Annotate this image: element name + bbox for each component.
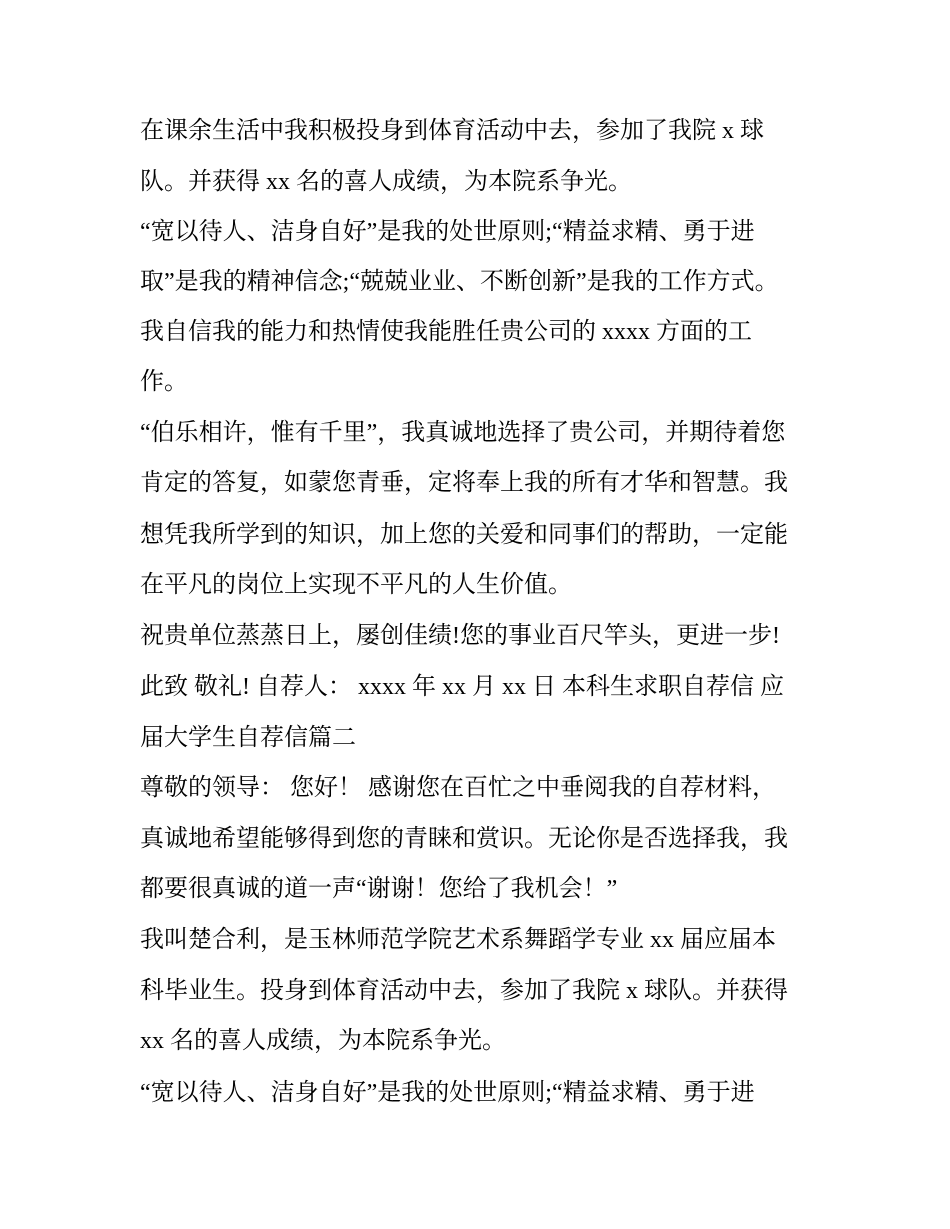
text-line: 科毕业生。投身到体育活动中去，参加了我院 x 球队。并获得	[140, 978, 788, 1004]
text-line: 在课余生活中我积极投身到体育活动中去，参加了我院 x 球	[140, 118, 764, 144]
text-line: 肯定的答复，如蒙您青垂，定将奉上我的所有才华和智慧。我	[140, 470, 788, 496]
text-line: 取”是我的精神信念;“兢兢业业、不断创新”是我的工作方式。	[140, 269, 779, 295]
text-line: “伯乐相许，惟有千里”，我真诚地选择了贵公司，并期待着您	[140, 420, 786, 446]
text-line: xx 名的喜人成绩，为本院系争光。	[140, 1028, 506, 1054]
text-line: 此致 敬礼! 自荐人： xxxx 年 xx 月 xx 日 本科生求职自荐信 应	[140, 674, 784, 700]
text-line: “宽以待人、洁身自好”是我的处世原则;“精益求精、勇于进	[140, 219, 755, 245]
text-line: 想凭我所学到的知识，加上您的关爱和同事们的帮助，一定能	[140, 522, 788, 548]
text-line: 我叫楚合利，是玉林师范学院艺术系舞蹈学专业 xx 届应届本	[140, 927, 776, 953]
text-line: 祝贵单位蒸蒸日上，屡创佳绩!您的事业百尺竿头，更进一步!	[140, 623, 780, 649]
text-line: “宽以待人、洁身自好”是我的处世原则;“精益求精、勇于进	[140, 1080, 755, 1106]
text-line: 在平凡的岗位上实现不平凡的人生价值。	[140, 572, 572, 598]
text-line: 真诚地希望能够得到您的青睐和赏识。无论你是否选择我，我	[140, 826, 788, 852]
text-line: 都要很真诚的道一声“谢谢！您给了我机会！”	[140, 876, 618, 902]
text-line: 届大学生自荐信篇二	[140, 725, 356, 751]
text-line: 尊敬的领导： 您好！ 感谢您在百忙之中垂阅我的自荐材料，	[140, 775, 776, 801]
text-line: 我自信我的能力和热情使我能胜任贵公司的 xxxx 方面的工	[140, 319, 752, 345]
text-line: 队。并获得 xx 名的喜人成绩，为本院系争光。	[140, 169, 632, 195]
text-line: 作。	[140, 369, 188, 395]
